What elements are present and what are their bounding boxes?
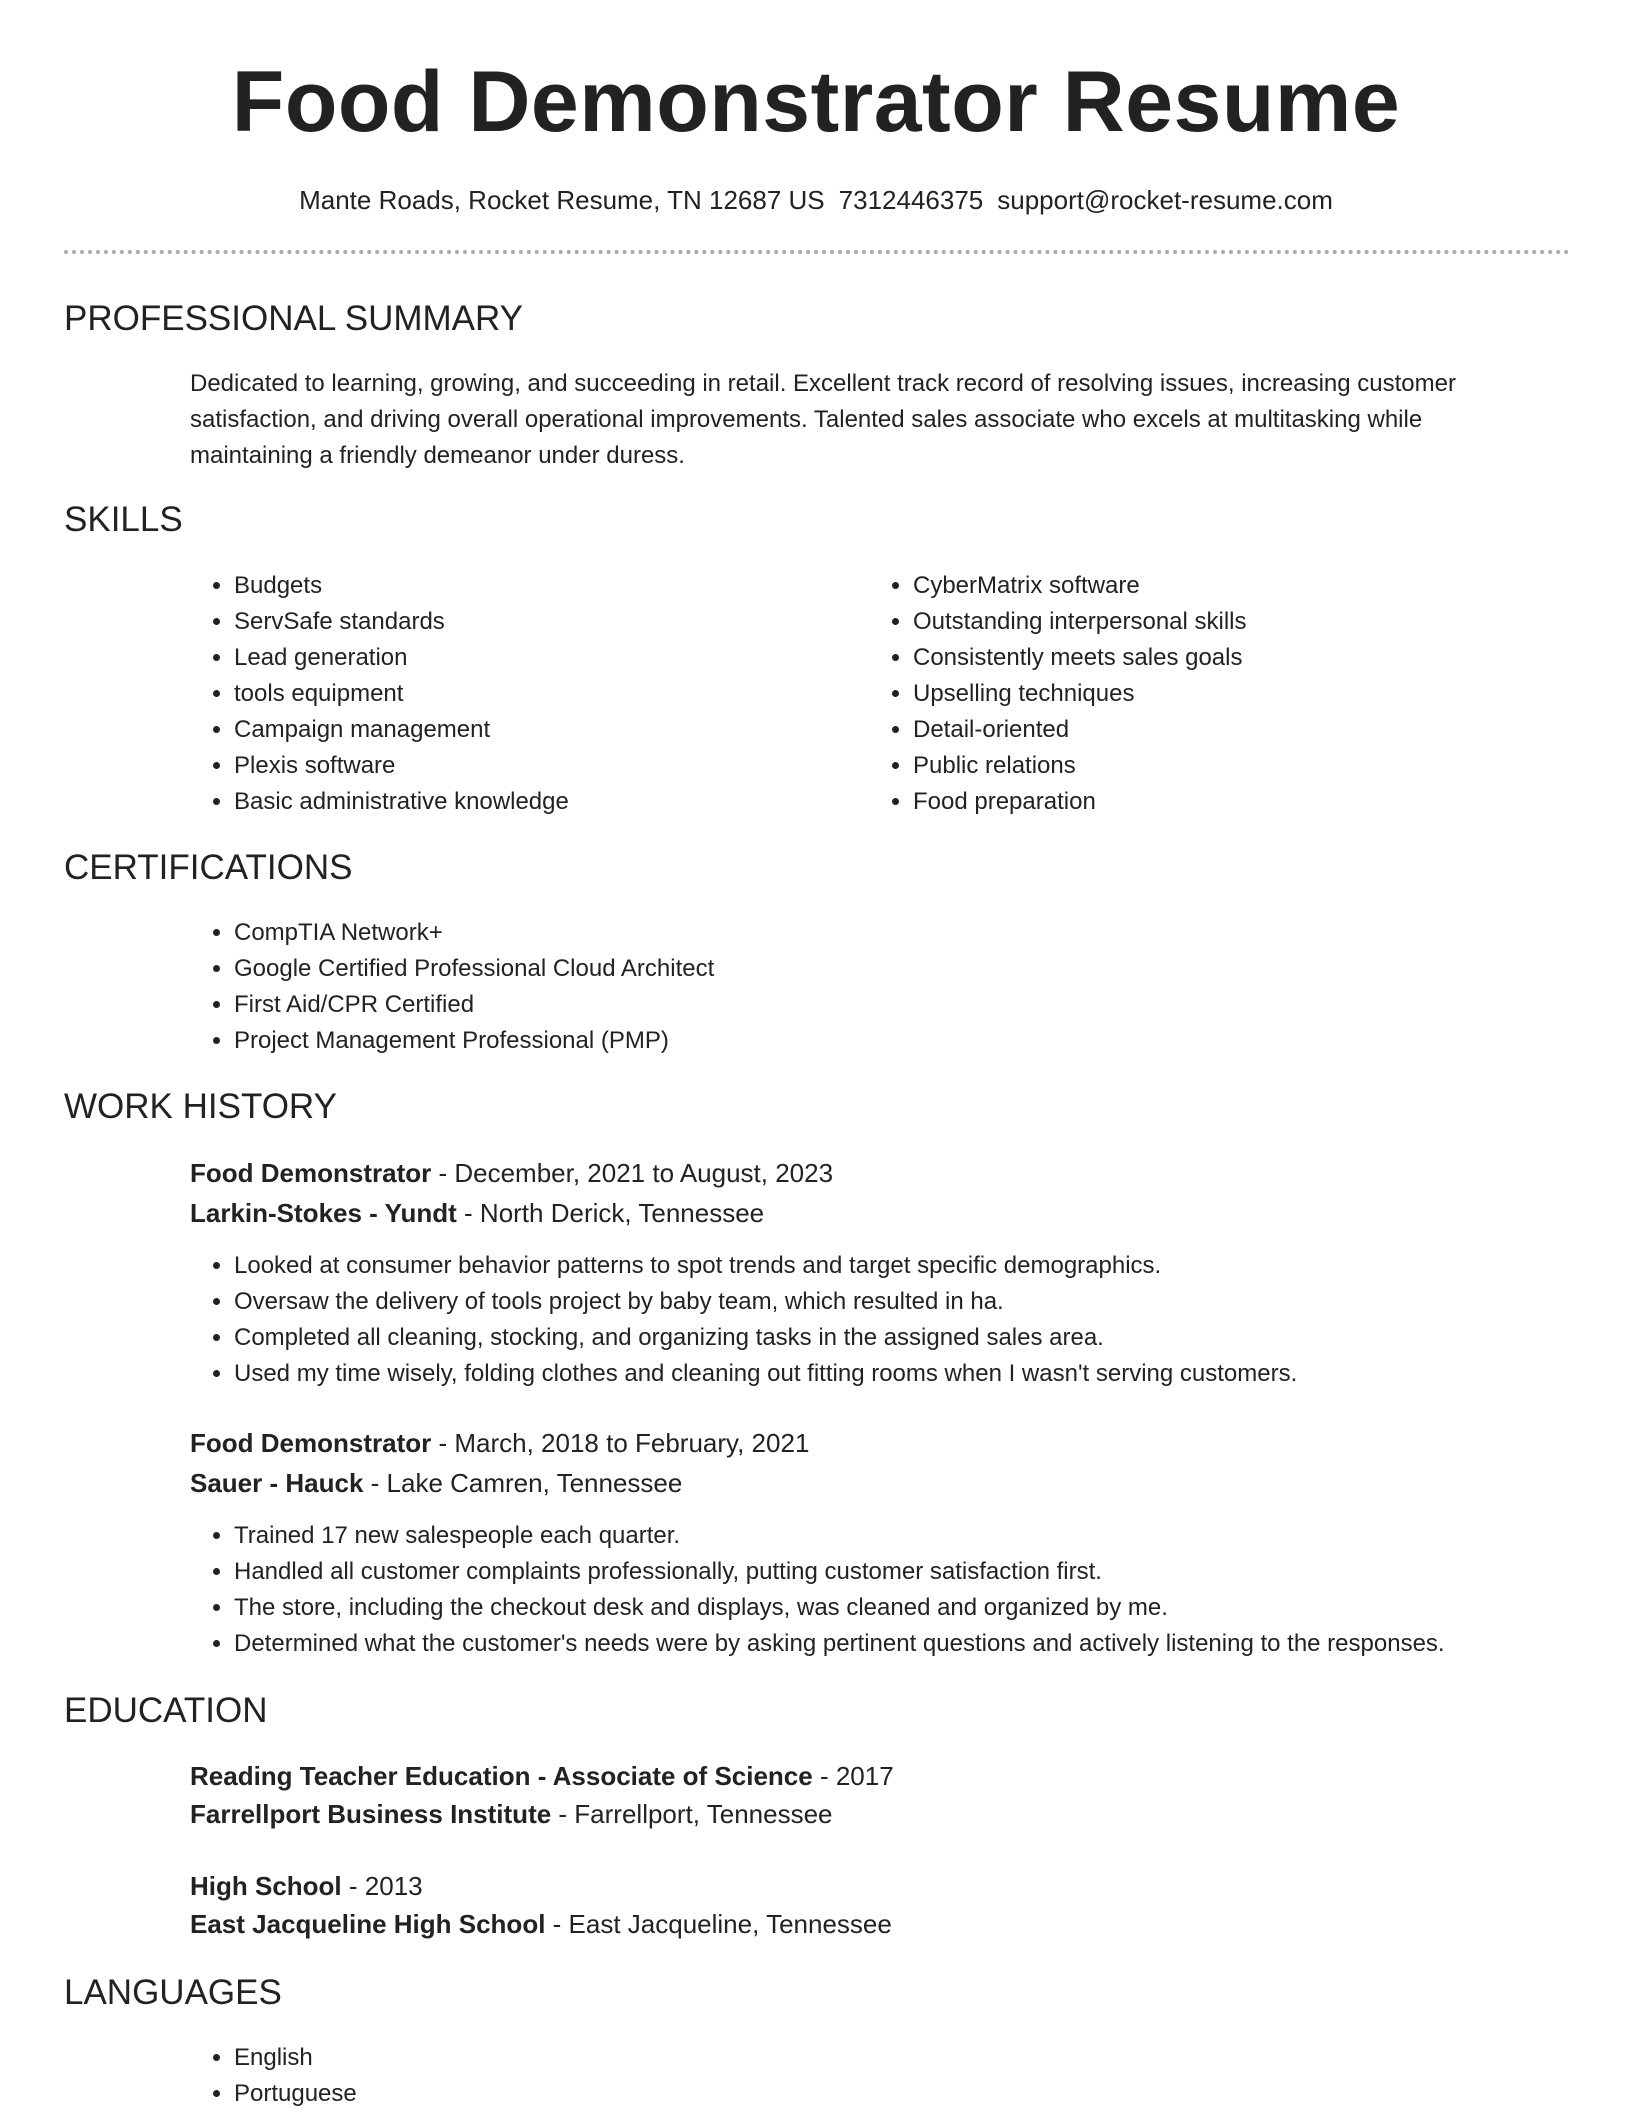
education-heading: EDUCATION — [64, 1691, 268, 1730]
resume-title: Food Demonstrator Resume — [231, 54, 1401, 150]
skill-item: • Plexis software — [234, 748, 834, 784]
skill-item: • Food preparation — [913, 784, 1513, 820]
job-duty: • Used my time wisely, folding clothes and cleaning out fitting rooms when I wasn't serving customers. — [234, 1356, 1594, 1392]
summary-heading: PROFESSIONAL SUMMARY — [64, 299, 523, 338]
certification-item: • First Aid/CPR Certified — [234, 987, 1534, 1023]
job-company: Larkin-Stokes - Yundt — [190, 1198, 457, 1228]
education-location: - Farrellport, Tennessee — [558, 1799, 833, 1829]
contact-line — [0, 182, 1632, 218]
job-location: - North Derick, Tennessee — [464, 1198, 765, 1228]
summary-text: Dedicated to learning, growing, and succeeding in retail. Excellent track record of resolving issues, increasing customer satisfaction, and driving overall operational improvements. Talented sales associate who excels at multitasking while maintaining a friendly demeanor under duress. — [190, 370, 1456, 469]
header-divider — [64, 250, 1570, 254]
job-duty: • Determined what the customer's needs were by asking pertinent questions and actively listening to the responses. — [234, 1626, 1594, 1662]
job-dates: - March, 2018 to February, 2021 — [438, 1428, 810, 1458]
skill-item: • Budgets — [234, 568, 834, 604]
job-duty: • The store, including the checkout desk and displays, was cleaned and organized by me. — [234, 1590, 1594, 1626]
certification-item: • Google Certified Professional Cloud Architect — [234, 951, 1534, 987]
education-degree: Reading Teacher Education - Associate of Science — [190, 1761, 813, 1791]
job-title: Food Demonstrator — [190, 1428, 432, 1458]
job-duties-list — [190, 1248, 1594, 1392]
skill-item: • Lead generation — [234, 640, 834, 676]
certifications-list — [190, 915, 1534, 1059]
education-degree: High School — [190, 1871, 342, 1901]
skill-item: • Consistently meets sales goals — [913, 640, 1513, 676]
skill-item: • tools equipment — [234, 676, 834, 712]
language-item: • Portuguese — [234, 2076, 834, 2112]
skill-item: • ServSafe standards — [234, 604, 834, 640]
education-school-line — [190, 1796, 833, 1832]
certification-item: • CompTIA Network+ — [234, 915, 1534, 951]
job-title-line — [190, 1425, 809, 1461]
job-company: Sauer - Hauck — [190, 1468, 364, 1498]
skill-item: • Basic administrative knowledge — [234, 784, 834, 820]
work-heading: WORK HISTORY — [64, 1087, 337, 1126]
contact-email: support@rocket-resume.com — [997, 185, 1333, 215]
education-degree-line — [190, 1868, 423, 1904]
contact-phone: 7312446375 — [838, 185, 984, 215]
education-location: - East Jacqueline, Tennessee — [552, 1909, 892, 1939]
job-company-line — [190, 1465, 682, 1501]
education-school-line — [190, 1906, 892, 1942]
education-degree-line — [190, 1758, 894, 1794]
language-item: • English — [234, 2040, 834, 2076]
education-school: Farrellport Business Institute — [190, 1799, 552, 1829]
education-year: - 2017 — [819, 1761, 894, 1791]
skill-item: • Outstanding interpersonal skills — [913, 604, 1513, 640]
certification-item: • Project Management Professional (PMP) — [234, 1023, 1534, 1059]
skills-list-right — [869, 568, 1513, 820]
education-year: - 2013 — [348, 1871, 423, 1901]
job-duty: • Handled all customer complaints professionally, putting customer satisfaction first. — [234, 1554, 1594, 1590]
job-duty: • Completed all cleaning, stocking, and organizing tasks in the assigned sales area. — [234, 1320, 1594, 1356]
skill-item: • Detail-oriented — [913, 712, 1513, 748]
job-location: - Lake Camren, Tennessee — [370, 1468, 683, 1498]
skill-item: • Public relations — [913, 748, 1513, 784]
certifications-heading: CERTIFICATIONS — [64, 848, 353, 887]
contact-address: Mante Roads, Rocket Resume, TN 12687 US — [299, 185, 825, 215]
job-title: Food Demonstrator — [190, 1158, 432, 1188]
skill-item: • Campaign management — [234, 712, 834, 748]
skill-item: • CyberMatrix software — [913, 568, 1513, 604]
job-company-line — [190, 1195, 764, 1231]
job-dates: - December, 2021 to August, 2023 — [438, 1158, 834, 1188]
job-duty: • Oversaw the delivery of tools project by baby team, which resulted in ha. — [234, 1284, 1594, 1320]
languages-heading: LANGUAGES — [64, 1973, 282, 2012]
skills-list-left — [190, 568, 834, 820]
job-duties-list — [190, 1518, 1594, 1662]
skills-heading: SKILLS — [64, 500, 183, 539]
languages-list — [190, 2040, 834, 2112]
job-duty: • Trained 17 new salespeople each quarter. — [234, 1518, 1594, 1554]
education-school: East Jacqueline High School — [190, 1909, 546, 1939]
skill-item: • Upselling techniques — [913, 676, 1513, 712]
job-duty: • Looked at consumer behavior patterns to spot trends and target specific demographics. — [234, 1248, 1594, 1284]
job-title-line — [190, 1155, 833, 1191]
